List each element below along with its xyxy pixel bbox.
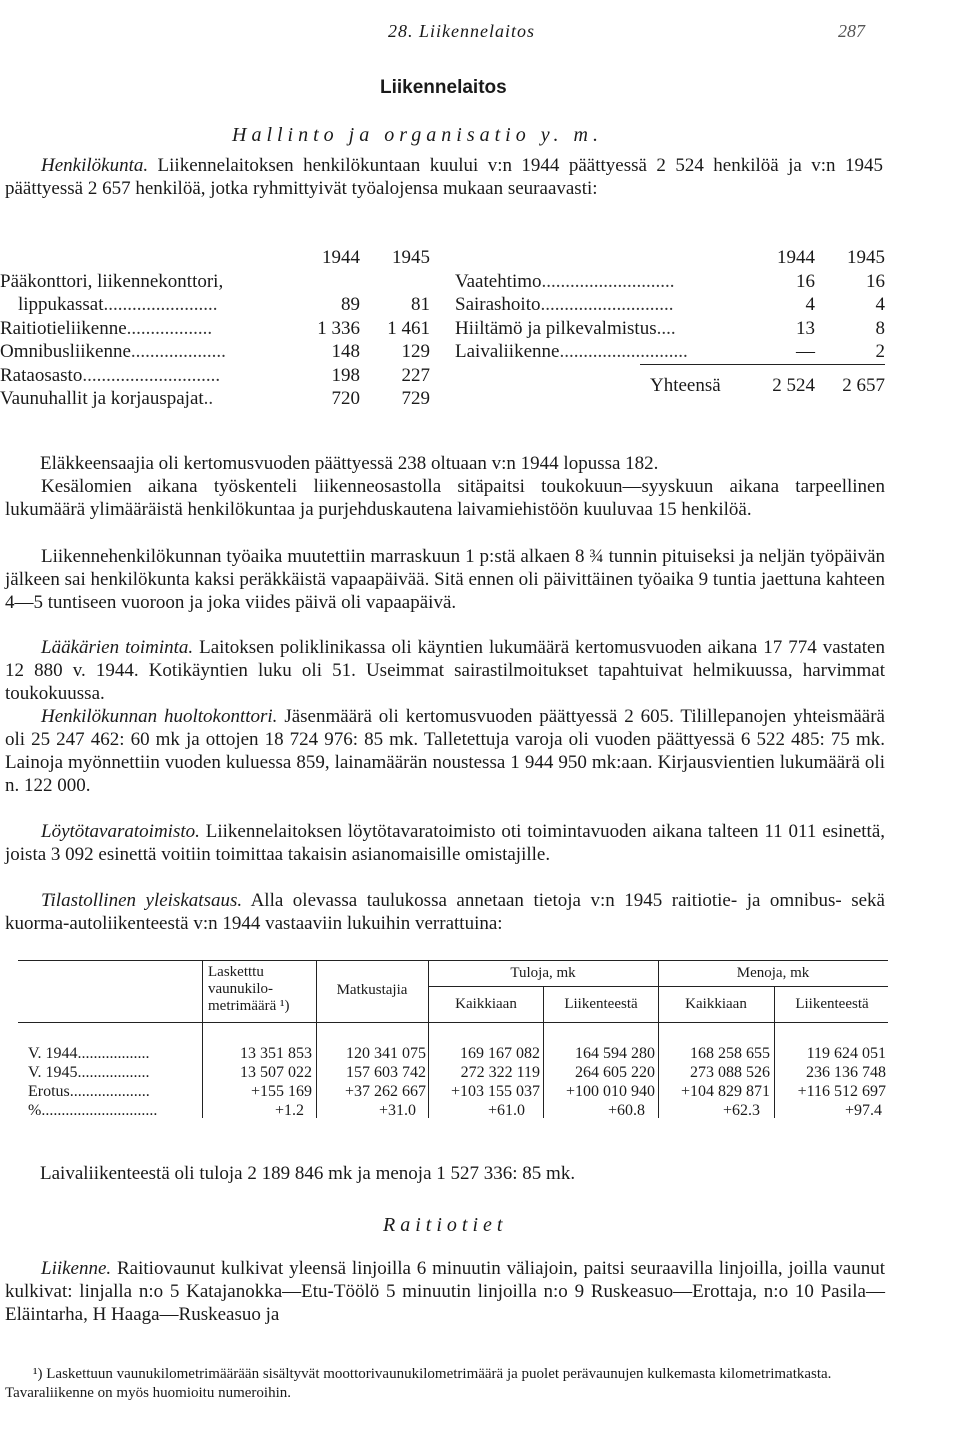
value-1944: 198 <box>331 364 360 386</box>
row-label: Sairashoito <box>455 294 541 315</box>
value-1944: 13 <box>796 317 815 339</box>
traffic-text: Raitiovaunut kulkivat yleensä linjoilla 6 minuutin väliajoin, paitsi seuraavilla linjoilla, joilla vaunut kulkivat: linjalla n:o 5 Katajanokka—Etu-Töölö 5 minuutin linjoilla n:o 9 Ruskeasuo—Erottaja, n:o 10 Pasila—Eläintarha, H Haaga—Ruskeasuo ja <box>5 1258 885 1325</box>
row-label: Rataosasto <box>0 364 83 386</box>
doctors-text: Laitoksen poliklinikassa oli käyntien lukumäärä kertomusvuoden aikana 17 774 vastaten 12 880 v. 1944. Kotikäyntien luku oli 51. Useimmat sairastilmoitukset tapahtuivat helmikuussa, harvimmat toukokuussa. <box>5 637 885 704</box>
lost-text: Liikennelaitoksen löytötavaratoimisto oti toimintavuoden aikana talteen 11 011 esinettä, joista 3 092 esinettä voitiin toimittaa takaisin asianomaisille omistajille. <box>5 821 885 865</box>
fund-paragraph <box>5 705 885 797</box>
header-km <box>204 964 314 1015</box>
stats-paragraph <box>5 889 885 935</box>
worktime-paragraph <box>5 545 885 614</box>
lost-lead: Löytötavaratoimisto. <box>41 821 200 842</box>
row-label: Omnibusliikenne <box>0 341 131 362</box>
cell-inc-traffic: 164 594 280 <box>575 1045 655 1062</box>
cell-inc-traffic: +100 010 940 <box>565 1083 655 1100</box>
cell-exp-traffic: 119 624 051 <box>806 1045 886 1062</box>
row-label: %............................. <box>28 1102 158 1119</box>
row-label: Pääkonttori, liikennekonttori, <box>0 270 224 292</box>
staff-table-left <box>0 246 440 411</box>
staff-paragraph <box>5 154 883 200</box>
row-dots: .. <box>203 388 214 409</box>
row-label: Vaunuhallit ja korjauspajat <box>0 388 204 409</box>
col-rule <box>202 960 203 1118</box>
header-income-total: Kaikkiaan <box>455 996 517 1012</box>
table-row <box>0 270 440 294</box>
table-row <box>455 293 895 317</box>
row-dots: .... <box>656 317 676 339</box>
cell-exp-total: +62.3 <box>722 1102 760 1119</box>
chapter-title: Liikennelaitos <box>380 77 507 98</box>
staff-year-header <box>455 246 895 270</box>
cell-passengers: +31.0 <box>378 1102 416 1119</box>
stats-lead: Tilastollinen yleiskatsaus. <box>41 890 243 911</box>
row-label: Hiiltämö ja pilkevalmistus <box>455 317 657 339</box>
running-head-title: 28. Liikennelaitos <box>388 21 535 41</box>
footnote-mark: ¹) <box>33 1366 43 1382</box>
cell-passengers: +37 262 667 <box>344 1083 426 1100</box>
header-income: Tuloja, mk <box>510 965 576 981</box>
value-1945: 129 <box>401 341 430 362</box>
staff-lead: Henkilökunta. <box>41 155 149 176</box>
header-km-line2: vaunukilo- <box>208 981 273 997</box>
row-dots: ............................ <box>541 270 675 292</box>
cell-exp-total: 168 258 655 <box>690 1045 770 1062</box>
cell-km: 13 507 022 <box>240 1064 312 1081</box>
value-1944: 89 <box>341 294 360 315</box>
value-1944: 720 <box>331 388 360 409</box>
row-label: lippukassat <box>18 294 104 315</box>
col-rule <box>428 960 429 1118</box>
cell-inc-total: +103 155 037 <box>450 1083 540 1100</box>
row-label: Raitiotieliikenne <box>0 317 127 339</box>
staff-text: Liikennelaitoksen henkilökuntaan kuului v:n 1944 päättyessä 2 524 henkilöä ja v:n 1945 päättyessä 2 657 henkilöä, jotka ryhmittyivät työalojensa mukaan seuraavasti: <box>5 155 883 199</box>
value-1945: 4 <box>875 294 885 315</box>
stats-text: Alla olevassa taulukossa annetaan tietoja v:n 1945 raitiotie- ja omnibus- sekä kuorma-autoliikenteestä v:n 1944 vastaaviin lukuihin verrattuina: <box>5 890 885 934</box>
ship-paragraph: Laivaliikenteestä oli tuloja 2 189 846 mk ja menoja 1 527 336: 85 mk. <box>40 1163 576 1184</box>
total-row <box>455 374 895 398</box>
doctors-lead: Lääkärien toiminta. <box>41 637 194 658</box>
section2-title: Raitiotiet <box>383 1214 508 1236</box>
row-label: V. 1944.................. <box>28 1045 150 1062</box>
pensioners-paragraph: Eläkkeensaajia oli kertomusvuoden päättyessä 238 oltuaan v:n 1944 lopussa 182. <box>40 453 659 474</box>
value-1944: 16 <box>796 270 815 292</box>
header-expenses-traffic: Liikenteestä <box>795 996 869 1012</box>
year-1944: 1944 <box>777 247 815 268</box>
doctors-paragraph <box>5 636 885 705</box>
value-1945: 81 <box>411 294 430 315</box>
cell-exp-traffic: +116 512 697 <box>797 1083 886 1100</box>
cell-inc-total: 272 322 119 <box>460 1064 540 1081</box>
row-dots: .................. <box>126 317 213 339</box>
value-1945: 2 <box>875 341 885 362</box>
header-expenses: Menoja, mk <box>736 965 810 981</box>
traffic-lead: Liikenne. <box>41 1258 112 1279</box>
row-dots: ............................. <box>82 364 221 386</box>
cell-km: +1.2 <box>274 1102 304 1119</box>
header-km-line3: metrimäärä ¹) <box>208 998 290 1014</box>
col-rule <box>774 986 775 1118</box>
cell-km: 13 351 853 <box>240 1045 312 1062</box>
table-row <box>0 317 440 341</box>
running-head <box>0 20 960 48</box>
value-1945: 16 <box>866 270 885 292</box>
year-1944: 1944 <box>322 247 360 268</box>
cell-passengers: 120 341 075 <box>346 1045 426 1062</box>
total-label: Yhteensä <box>650 374 721 396</box>
value-1945: 8 <box>875 317 885 339</box>
table-row <box>0 387 440 411</box>
row-label: Erotus.................... <box>28 1083 150 1100</box>
header-expenses-total: Kaikkiaan <box>685 996 747 1012</box>
table-row <box>455 270 895 294</box>
col-rule <box>316 960 317 1118</box>
cell-inc-total: 169 167 082 <box>460 1045 540 1062</box>
finance-table <box>18 960 888 1118</box>
summer-paragraph <box>5 475 885 521</box>
year-1945: 1945 <box>847 247 885 268</box>
header-km-line1: Lasketttu <box>208 964 264 980</box>
worktime-text: Liikennehenkilökunnan työaika muutettiin marraskuun 1 p:stä alkaen 8 ¾ tunnin pituiseksi ja neljän työpäivän jälkeen sai henkilökunta kaksi peräkkäistä vapaapäivää. Sitä ennen oli päivittäinen työaika 9 tuntia jaettuna kahteen 4—5 tuntiseen vuoroon ja joka viides päivä oli vapaapäivä. <box>5 546 885 613</box>
lost-paragraph <box>5 820 885 866</box>
cell-exp-traffic: +97.4 <box>844 1102 882 1119</box>
cell-km: +155 169 <box>250 1083 312 1100</box>
value-1944: 4 <box>805 294 815 315</box>
col-rule <box>543 986 544 1118</box>
row-label: Vaatehtimo <box>455 270 542 292</box>
fund-lead: Henkilökunnan huoltokonttori. <box>41 706 278 727</box>
cell-passengers: 157 603 742 <box>346 1064 426 1081</box>
table-row <box>455 340 895 364</box>
footnote-text: Laskettuun vaunukilometrimäärään sisältyvät moottorivaunukilometrimäärä ja puolet perävaunujen kulkemasta kilometrimatkasta. Tavaraliikenne on myös huomioitu numeroihin. <box>5 1366 832 1401</box>
header-bottom-rule <box>18 1022 888 1023</box>
footnote <box>5 1365 885 1403</box>
value-1944: 148 <box>331 341 360 362</box>
staff-table-right <box>455 246 895 397</box>
cell-exp-total: 273 088 526 <box>690 1064 770 1081</box>
year-1945: 1945 <box>392 247 430 268</box>
value-1945: 729 <box>401 388 430 409</box>
row-dots: ........................ <box>103 294 218 315</box>
table-row <box>0 364 440 388</box>
value-1944: — <box>796 341 815 362</box>
cell-inc-traffic: 264 605 220 <box>575 1064 655 1081</box>
value-1944: 1 336 <box>317 317 360 339</box>
row-label: V. 1945.................. <box>28 1064 150 1081</box>
staff-year-header <box>0 246 440 270</box>
table-row <box>0 340 440 364</box>
fund-text: Jäsenmäärä oli kertomusvuoden päättyessä 2 605. Tilillepanojen yhteismäärä oli 25 247 462: 60 mk ja ottojen 18 724 976: 85 mk. Talletettuja varoja oli vuoden päättyessä 6 522 485: 75 mk. Lainoja myönnettiin vuoden kuluessa 859, lainamäärän noustessa 1 944 950 mk:aan. Kirjausvientien lukumäärä oli n. 122 000. <box>5 706 885 796</box>
header-passengers: Matkustajia <box>336 982 408 998</box>
value-1945: 227 <box>401 364 430 386</box>
table-row <box>0 293 440 317</box>
cell-inc-total: +61.0 <box>487 1102 525 1119</box>
summer-text: Kesälomien aikana työskenteli liikenneosastolla sitäpaitsi toukokuun—syyskuun aikana tarpeellinen lukumäärä ylimääräistä henkilökuntaa ja purjehduskautena laivamiehistöön kuuluvaa 15 henkilöä. <box>5 476 885 520</box>
row-dots: .................... <box>130 341 226 362</box>
traffic-paragraph <box>5 1257 885 1326</box>
cell-exp-total: +104 829 871 <box>680 1083 770 1100</box>
cell-inc-traffic: +60.8 <box>607 1102 645 1119</box>
row-dots: ............................ <box>540 294 674 315</box>
cell-exp-traffic: 236 136 748 <box>806 1064 886 1081</box>
row-dots: ........................... <box>559 341 688 362</box>
table-top-rule <box>18 960 888 961</box>
total-1944: 2 524 <box>772 374 815 396</box>
total-rule <box>640 364 885 365</box>
header-income-traffic: Liikenteestä <box>564 996 638 1012</box>
table-row <box>455 317 895 341</box>
section-title: Hallinto ja organisatio y. m. <box>232 124 603 146</box>
total-1945: 2 657 <box>842 374 885 396</box>
col-rule <box>658 960 659 1118</box>
row-label: Laivaliikenne <box>455 341 560 362</box>
page-number: 287 <box>838 21 865 41</box>
value-1945: 1 461 <box>387 317 430 339</box>
